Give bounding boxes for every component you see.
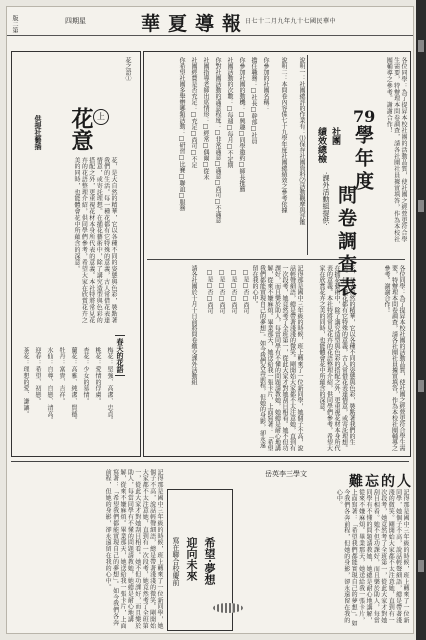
decorative-ornament xyxy=(213,603,243,613)
survey-provider: ·課外活動組提供· xyxy=(322,172,330,226)
flower-author: 供提社藝插 xyxy=(34,115,43,150)
essay-hope-heading: 希望·夢想 xyxy=(203,537,216,585)
answer-checkboxes[interactable]: □是□否□尚可 xyxy=(218,269,225,314)
weekday: 四期星 xyxy=(65,17,86,25)
flower-title: 花意 xyxy=(68,107,94,151)
flower-item: 迎春：希望、初戀。 xyxy=(34,347,41,405)
survey-question: 你參加的社團名稱： xyxy=(262,57,269,111)
survey-lower-questions-3: 記得那是國中三年級的時候，班上轉來了一位新同學，她個子不高，說話輕聲細語，總是帶著淺淺的微笑。剛開始大家都不太注意她，直到有一次段考，她竟然考了全班第一，從此大家才對她刮目相看。她不但功課好，而且樂於助人，每當同學有不懂的問題請教她，她總是耐心地講解，從來不嫌麻煩。畢業那天，她送給我一張卡片，上面寫著：「希望我們都能實現自己的夢想」。如今我們各奔前程，但她的身影，卻永遠留在我的心中。 xyxy=(251,265,303,451)
answer-checkboxes[interactable]: □是□否□尚可 xyxy=(230,269,237,314)
essay-body-continued: 記得那是國中三年級的時候，班上轉來了一位新同學，她個子不高，說話輕聲細語，總是帶著淺淺的微笑。剛開始大家都不太注意她，直到有一次段考，她竟然考了全班第一，從此大家才對她刮目相看。她不但功課好，而且樂於助人，每當同學有不懂的問題請教她，她總是耐心地講解，從來不嫌麻煩。畢業那天，她送給我一張卡片，上面寫著：「希望我們都能實現自己的夢想」。如今我們各奔前程，但她的身影，卻永遠留在我的心中。 xyxy=(104,469,163,629)
essay-author: 岳英李三學文 xyxy=(265,470,307,478)
survey-title-main: 學年度 xyxy=(352,125,374,194)
essay-title: 難忘的人 xyxy=(349,474,413,490)
flower-item: 水仙：自尊、自戀、清高。 xyxy=(46,347,53,424)
survey-question: 擔任職務：□社長□幹部□社員 xyxy=(250,57,257,144)
survey-note-2: 說明二：本問卷內容係七十九學年度社團總績效之參考依據 xyxy=(280,57,287,213)
survey-question: 社團指導老師出席情形：□經常□偶爾□從未 xyxy=(202,57,209,180)
answer-checkboxes[interactable]: □是□否□尚可 xyxy=(242,269,249,314)
flower-body: 花，是大自然的精華，它以各種不同的姿態與色彩，裝點著我們的生活。每一種花都有它特殊的意義，古人常借花表達情意，或寄託理想。在插花藝術中，除了講究造型與色彩的搭配之外，更重視花材本身所代表的意義。本社特將常見花卉的花語整理介紹，供同學們參考，希望大家在欣賞花卉之美的同時，也能體會花中所蘊含的深意。 xyxy=(72,157,117,324)
flower-item: 梅花：堅強、高潔、忠貞。 xyxy=(106,347,113,424)
page-binding xyxy=(416,0,426,640)
flower-item: 茶花：理想的愛、謙讓。 xyxy=(22,347,29,418)
masthead xyxy=(7,7,413,36)
essay-future-heading: 迎向未來 xyxy=(185,537,198,581)
newspaper-page xyxy=(6,6,414,634)
survey-divider xyxy=(307,55,308,255)
survey-lower-questions: 各位同學：為了提昇本校社團的活動品質，使社團之經營更符合學生需要，特辦理本問卷調查，請各社團社員據實填答，作為本校社團輔導之參考。謝謝合作！ xyxy=(383,265,405,451)
bottom-section-rule xyxy=(11,461,409,462)
flower-series-label: 花之語① xyxy=(124,57,131,81)
survey-subtitle-review: 績效總檢 xyxy=(316,127,326,163)
survey-note-1: 說明一：社團總評的作業有：⑴保存社團資料⑵活動觀摩與評鑑 xyxy=(298,57,305,225)
essay-body: 記得那是國中三年級的時候，班上轉來了一位新同學，她個子不高，說話輕聲細語，總是帶著淺淺的微笑。剛開始大家都不太注意她，直到有一次段考，她竟然考了全班第一，從此大家才對她刮目相看。她不但功課好，而且樂於助人，每當同學有不懂的問題請教她，她總是耐心地講解，從來不嫌麻煩。畢業那天，她送給我一張卡片，上面寫著：「希望我們都能實現自己的夢想」。如今我們各奔前程，但她的身影，卻永遠留在我的心中。 xyxy=(335,489,409,627)
flower-subhead: 春天的花語 xyxy=(115,335,125,376)
flower-item: 蘭花：高雅、純潔、賢德。 xyxy=(70,347,77,424)
essay-closing: 寫在聯合校慶前 xyxy=(172,537,180,586)
survey-question: 你對社團活動的滿意程度：□非常滿意□滿意□尚可□不滿意 xyxy=(214,57,221,223)
issue-date: 日七十二月九年九十七國民華中 xyxy=(245,18,337,25)
survey-section-rule xyxy=(147,259,405,260)
survey-year: 79 xyxy=(353,107,376,126)
survey-subtitle-club: 社團 xyxy=(330,127,340,145)
answer-checkboxes[interactable]: □是□否□尚可 xyxy=(206,269,213,314)
flower-item: 桃花：愛情的俘虜。 xyxy=(94,347,101,405)
flower-part-badge: 上 xyxy=(93,109,109,125)
survey-question: 你參加社團的動機：□興趣□同學邀約□師長推薦 xyxy=(238,57,245,192)
flower-item: 牡丹：富貴、吉祥。 xyxy=(58,347,65,405)
survey-footer-note: 請各社團於十月十日前將問卷繳交課外活動組 xyxy=(190,265,197,385)
survey-question: 社團活動的次數：□每週□每月□不定期 xyxy=(226,57,233,168)
survey-question: 社團經費是否充足：□充足□尚可□不足 xyxy=(190,57,197,168)
newspaper-title: 報導夏華 xyxy=(141,13,250,35)
survey-title: 問卷調查表 xyxy=(335,185,357,300)
survey-intro: 各位同學：為了提昇本校社團的活動品質，使社團之經營更符合學生需要，特辦理本問卷調查，請各社團社員據實填答，作為本校社團輔導之參考。謝謝合作！ xyxy=(385,57,407,243)
survey-question: 你希望社團多舉辦哪類活動：□研習□比賽□聯誼□服務 xyxy=(178,57,185,211)
issue-number: 版二第 xyxy=(11,15,18,33)
survey-lower-questions-2: 花，是大自然的精華，它以各種不同的姿態與色彩，裝點著我們的生活。每一種花都有它特殊的意義，古人常借花表達情意，或寄託理想。在插花藝術中，除了講究造型與色彩的搭配之外，更重視花材本身所代表的意義。本社特將常見花卉的花語整理介紹，供同學們參考，希望大家在欣賞花卉之美的同時，也能體會花中所蘊含的深意。 xyxy=(318,265,355,451)
flower-item: 杏花：少女的慕情。 xyxy=(82,347,89,405)
